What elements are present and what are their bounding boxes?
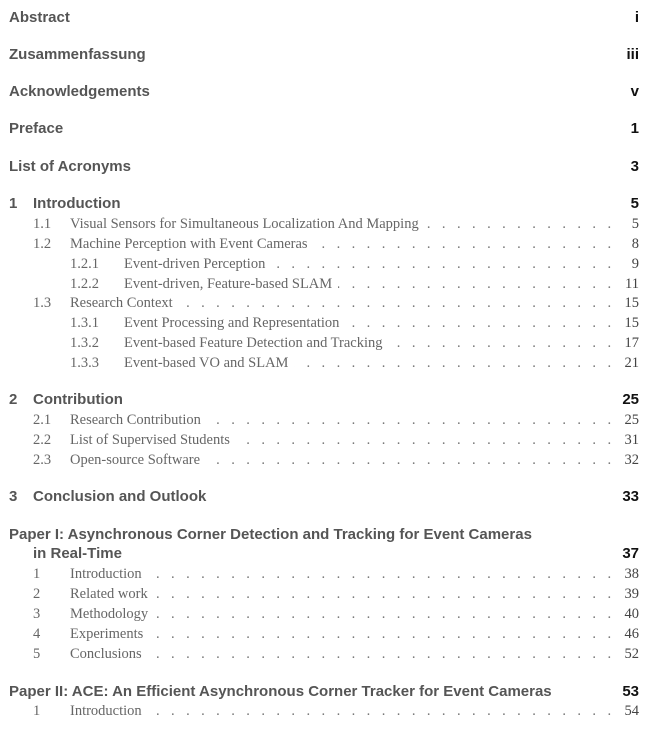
toc-entry-page-number: 54 xyxy=(624,703,639,719)
dot-leader xyxy=(271,256,615,273)
toc-entry-number: 1.3.1 xyxy=(70,315,99,331)
toc-entry-title: Methodology xyxy=(70,606,149,622)
toc-section-entry[interactable] xyxy=(0,566,639,583)
toc-section-entry[interactable] xyxy=(0,355,639,372)
toc-entry-number: 3 xyxy=(9,488,18,505)
toc-entry-number: 2.2 xyxy=(33,432,52,448)
toc-entry-page-number: 38 xyxy=(624,566,639,582)
toc-entry-title: Paper II: ACE: An Efficient Asynchronous Corner Tracker for Event Cameras xyxy=(9,683,552,700)
toc-section-entry[interactable] xyxy=(0,412,639,429)
dot-leader xyxy=(389,335,615,352)
toc-entry-title: Introduction xyxy=(70,703,142,719)
toc-entry-title: Conclusion and Outlook xyxy=(33,488,207,505)
toc-entry-page-number: 32 xyxy=(624,452,639,468)
toc-entry-number: 1.2 xyxy=(33,236,52,252)
toc-entry-title: Related work xyxy=(70,586,148,602)
toc-entry-page-number: 37 xyxy=(622,545,639,562)
toc-entry-page-number: 40 xyxy=(624,606,639,622)
toc-entry-title: Conclusions xyxy=(70,646,142,662)
toc-entry-title: Visual Sensors for Simultaneous Localization And Mapping xyxy=(70,216,419,232)
toc-entry-title: Introduction xyxy=(70,566,142,582)
toc-chapter-entry[interactable] xyxy=(0,488,639,505)
toc-entry-title: Event-based VO and SLAM xyxy=(124,355,289,371)
toc-entry-title: Abstract xyxy=(9,9,70,26)
toc-chapter-entry[interactable] xyxy=(0,526,639,543)
toc-entry-page-number: iii xyxy=(626,46,639,63)
dot-leader xyxy=(148,703,615,720)
toc-entry-number: 1 xyxy=(9,195,18,212)
toc-section-entry[interactable] xyxy=(0,216,639,233)
toc-section-entry[interactable] xyxy=(0,432,639,449)
toc-entry-page-number: 9 xyxy=(631,256,639,272)
toc-entry-page-number: 5 xyxy=(630,195,639,212)
dot-leader xyxy=(294,355,615,372)
toc-entry-number: 2.3 xyxy=(33,452,52,468)
toc-entry-number: 2.1 xyxy=(33,412,52,428)
toc-entry-page-number: i xyxy=(634,9,639,26)
toc-section-entry[interactable] xyxy=(0,295,639,312)
dot-leader xyxy=(148,566,615,583)
dot-leader xyxy=(148,646,615,663)
toc-entry-page-number: v xyxy=(630,83,639,100)
dot-leader xyxy=(345,315,615,332)
toc-entry-number: 2 xyxy=(9,391,18,408)
toc-entry-title: Contribution xyxy=(33,391,123,408)
toc-entry-page-number: 31 xyxy=(624,432,639,448)
toc-entry-number: 1.1 xyxy=(33,216,52,232)
toc-section-entry[interactable] xyxy=(0,335,639,352)
toc-entry-title: Zusammenfassung xyxy=(9,46,146,63)
toc-entry-page-number: 1 xyxy=(630,120,639,137)
dot-leader xyxy=(154,586,615,603)
toc-section-entry[interactable] xyxy=(0,315,639,332)
toc-section-entry[interactable] xyxy=(0,256,639,273)
toc-entry-page-number: 46 xyxy=(624,626,639,642)
toc-entry-title: Event Processing and Representation xyxy=(124,315,340,331)
toc-section-entry[interactable] xyxy=(0,626,639,643)
dot-leader xyxy=(338,276,615,293)
dot-leader xyxy=(206,452,615,469)
dot-leader xyxy=(425,216,615,233)
toc-entry-page-number: 39 xyxy=(624,586,639,602)
dot-leader xyxy=(179,295,615,312)
toc-entry-number: 1.3.2 xyxy=(70,335,99,351)
toc-entry-number: 1.2.2 xyxy=(70,276,99,292)
toc-entry-number: 1.2.1 xyxy=(70,256,99,272)
toc-entry-number: 2 xyxy=(33,586,41,602)
toc-entry-title: Event-based Feature Detection and Tracking xyxy=(124,335,383,351)
toc-entry-title: Open-source Software xyxy=(70,452,201,468)
toc-chapter-entry[interactable] xyxy=(0,391,639,408)
toc-entry-number: 1.3 xyxy=(33,295,52,311)
toc-entry-page-number: 5 xyxy=(631,216,639,232)
toc-chapter-entry[interactable] xyxy=(0,46,639,63)
toc-entry-title: Preface xyxy=(9,120,64,137)
toc-section-entry[interactable] xyxy=(0,452,639,469)
toc-entry-title: Event-driven Perception xyxy=(124,256,266,272)
toc-entry-title: Experiments xyxy=(70,626,144,642)
toc-entry-page-number: 15 xyxy=(624,315,639,331)
toc-entry-number: 1.3.3 xyxy=(70,355,99,371)
toc-entry-title: Machine Perception with Event Cameras xyxy=(70,236,308,252)
toc-entry-title: Paper I: Asynchronous Corner Detection and Tracking for Event Cameras xyxy=(9,526,532,543)
toc-entry-title: in Real-Time xyxy=(33,545,122,562)
toc-entry-number: 5 xyxy=(33,646,41,662)
toc-entry-number: 1 xyxy=(33,703,41,719)
toc-chapter-entry[interactable] xyxy=(0,158,639,175)
toc-chapter-entry[interactable] xyxy=(0,120,639,137)
toc-chapter-entry[interactable] xyxy=(0,9,639,26)
dot-leader xyxy=(314,236,615,253)
toc-entry-page-number: 53 xyxy=(622,683,639,700)
toc-section-entry[interactable] xyxy=(0,586,639,603)
toc-entry-title: List of Acronyms xyxy=(9,158,131,175)
toc-entry-number: 4 xyxy=(33,626,41,642)
toc-entry-title: Acknowledgements xyxy=(9,83,150,100)
dot-leader xyxy=(149,626,615,643)
toc-entry-title: List of Supervised Students xyxy=(70,432,230,448)
toc-entry-title: Research Context xyxy=(70,295,173,311)
toc-section-entry[interactable] xyxy=(0,703,639,720)
toc-entry-title: Research Contribution xyxy=(70,412,201,428)
toc-chapter-entry[interactable] xyxy=(0,83,639,100)
toc-chapter-entry[interactable] xyxy=(0,683,639,700)
toc-chapter-entry[interactable] xyxy=(0,545,639,562)
dot-leader xyxy=(207,412,615,429)
toc-entry-page-number: 33 xyxy=(622,488,639,505)
toc-chapter-entry[interactable] xyxy=(0,195,639,212)
toc-entry-page-number: 3 xyxy=(630,158,639,175)
toc-entry-title: Event-driven, Feature-based SLAM xyxy=(124,276,333,292)
toc-entry-title: Introduction xyxy=(33,195,121,212)
toc-entry-page-number: 25 xyxy=(624,412,639,428)
toc-section-entry[interactable] xyxy=(0,646,639,663)
toc-entry-number: 3 xyxy=(33,606,41,622)
toc-entry-page-number: 17 xyxy=(624,335,639,351)
toc-entry-page-number: 8 xyxy=(631,236,639,252)
dot-leader xyxy=(236,432,615,449)
toc-entry-page-number: 52 xyxy=(624,646,639,662)
toc-entry-page-number: 21 xyxy=(624,355,639,371)
toc-section-entry[interactable] xyxy=(0,276,639,293)
toc-section-entry[interactable] xyxy=(0,236,639,253)
toc-entry-number: 1 xyxy=(33,566,41,582)
toc-section-entry[interactable] xyxy=(0,606,639,623)
dot-leader xyxy=(154,606,615,623)
toc-entry-page-number: 11 xyxy=(625,276,639,292)
toc-entry-page-number: 25 xyxy=(622,391,639,408)
toc-entry-page-number: 15 xyxy=(624,295,639,311)
